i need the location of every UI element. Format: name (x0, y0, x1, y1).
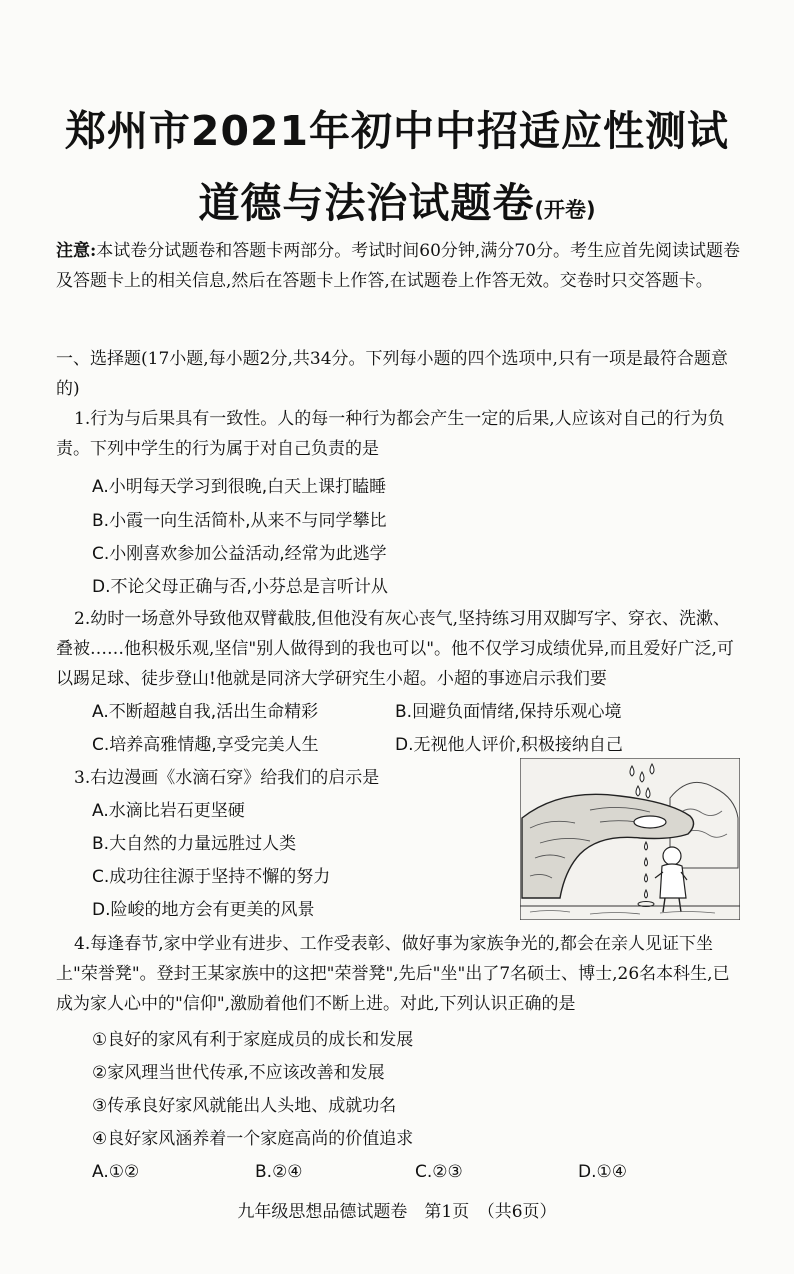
question-2-option-b[interactable]: B.回避负面情绪,保持乐观心境 (395, 702, 622, 722)
page-footer: 九年级思想品德试题卷 第1页 （共6页） (237, 1202, 557, 1222)
subject-title: 道德与法治试题卷 (198, 179, 535, 227)
question-2-stem: 2.幼时一场意外导致他双臂截肢,但他没有灰心丧气,坚持练习用双脚写字、穿衣、洗漱、叠被……他积极乐观,坚信"别人做得到的我也可以"。他不仅学习成绩优异,而且爱好广泛,可以踢足球、徒步登山!他就是同济大学研究生小超。小超的事迹启示我们要 (56, 609, 734, 689)
exam-notice (56, 236, 746, 296)
notice-label: 注意: (56, 241, 97, 261)
question-3-option-c[interactable]: C.成功往往源于坚持不懈的努力 (92, 867, 331, 887)
question-2-option-c[interactable]: C.培养高雅情趣,享受完美人生 (92, 735, 319, 755)
question-1-option-a[interactable]: A.小明每天学习到很晚,白天上课打瞌睡 (92, 477, 387, 497)
question-3-option-b[interactable]: B.大自然的力量远胜过人类 (92, 834, 297, 854)
question-4-option-a[interactable]: A.①② (92, 1162, 140, 1182)
question-4-option-b[interactable]: B.②④ (255, 1162, 303, 1182)
question-1-option-b[interactable]: B.小霞一向生活简朴,从来不与同学攀比 (92, 511, 387, 531)
question-4-statement-1: ①良好的家风有利于家庭成员的成长和发展 (92, 1030, 414, 1050)
question-4-statement-2: ②家风理当世代传承,不应该改善和发展 (92, 1063, 385, 1083)
notice-text: 本试卷分试题卷和答题卡两部分。考试时间60分钟,满分70分。考生应首先阅读试题卷及答题卡上的相关信息,然后在答题卡上作答,在试题卷上作答无效。交卷时只交答题卡。 (56, 241, 740, 291)
question-4-statement-3: ③传承良好家风就能出人头地、成就功名 (92, 1096, 397, 1116)
section-heading: 一、选择题(17小题,每小题2分,共34分。下列每小题的四个选项中,只有一项是最符合题意的) (56, 349, 728, 399)
exam-title: 郑州市2021年初中中招适应性测试 (64, 107, 730, 155)
question-3-option-a[interactable]: A.水滴比岩石更坚硬 (92, 801, 245, 821)
question-4-option-d[interactable]: D.①④ (578, 1162, 627, 1182)
question-4-stem: 4.每逢春节,家中学业有进步、工作受表彰、做好事为家族争光的,都会在亲人见证下坐上"荣誉凳"。登封王某家族中的这把"荣誉凳",先后"坐"出了7名硕士、博士,26名本科生,已成为家人心中的"信仰",激励着他们不断上进。对此,下列认识正确的是 (56, 934, 730, 1014)
exam-subtitle (0, 170, 794, 229)
water-drop-cartoon-illustration (520, 758, 740, 920)
question-4-statement-4: ④良好家风涵养着一个家庭高尚的价值追求 (92, 1129, 414, 1149)
question-3-stem: 3.右边漫画《水滴石穿》给我们的启示是 (74, 768, 380, 788)
question-2-option-a[interactable]: A.不断超越自我,活出生命精彩 (92, 702, 319, 722)
question-2-option-d[interactable]: D.无视他人评价,积极接纳自己 (395, 735, 623, 755)
question-1-option-c[interactable]: C.小刚喜欢参加公益活动,经常为此逃学 (92, 544, 387, 564)
question-1-stem: 1.行为与后果具有一致性。人的每一种行为都会产生一定的后果,人应该对自己的行为负责。下列中学生的行为属于对自己负责的是 (56, 409, 725, 459)
question-3-option-d[interactable]: D.险峻的地方会有更美的风景 (92, 900, 315, 920)
question-4-option-c[interactable]: C.②③ (415, 1162, 463, 1182)
open-book-note: (开卷) (534, 198, 596, 222)
question-1-option-d[interactable]: D.不论父母正确与否,小芬总是言听计从 (92, 577, 388, 597)
